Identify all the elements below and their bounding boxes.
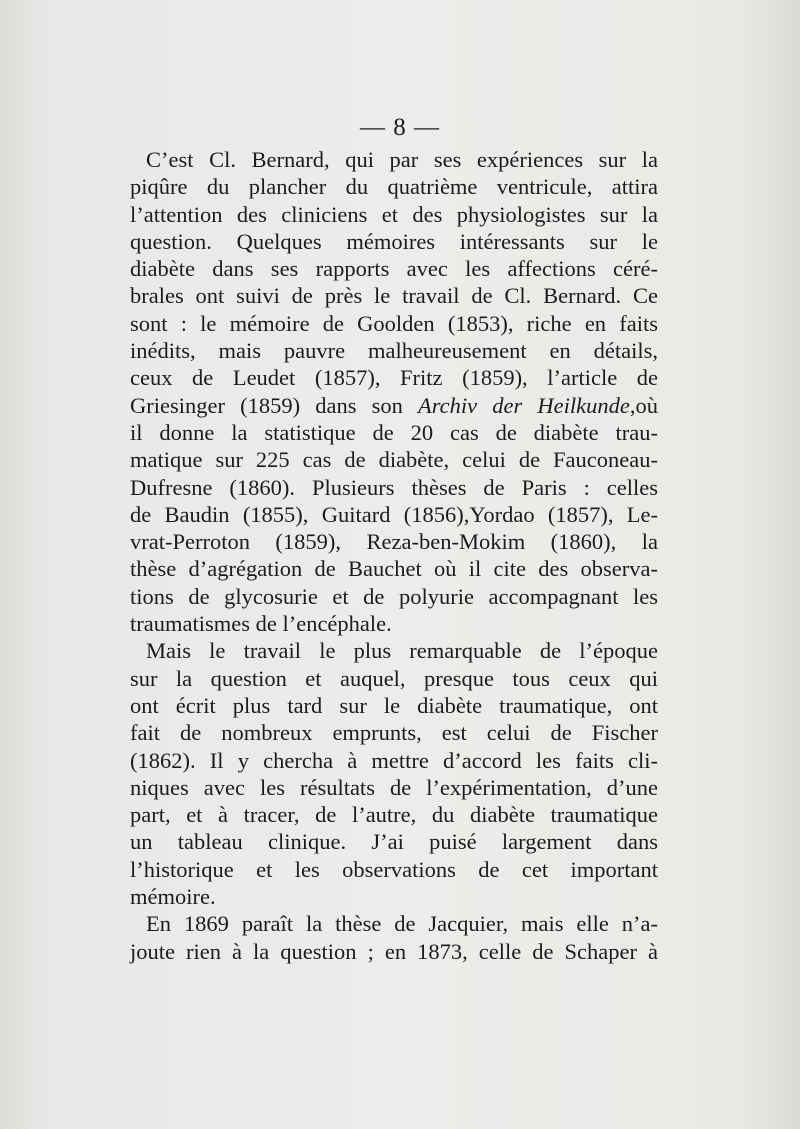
paragraph (130, 637, 658, 910)
text-line: piqûre du plancher du quatrième ventricule, attira (130, 174, 658, 200)
text-line: Dufresne (1860). Plusieurs thèses de Paris : celles (130, 474, 658, 500)
paragraph (130, 146, 658, 637)
text-line: En 1869 paraît la thèse de Jacquier, mais elle n’a- (146, 911, 658, 937)
body-text (130, 146, 658, 965)
text-line: ont écrit plus tard sur le diabète traumatique, ont (130, 692, 658, 718)
text-line: sont : le mémoire de Goolden (1853), riche en faits (130, 310, 658, 336)
text-line: inédits, mais pauvre malheureusement en détails, (130, 338, 658, 364)
text-line: C’est Cl. Bernard, qui par ses expériences sur la (146, 147, 658, 172)
text-line: Mais le travail le plus remarquable de l’époque (146, 638, 658, 664)
paragraph (130, 910, 658, 965)
text-line: thèse d’agrégation de Bauchet où il cite des observa- (130, 556, 658, 582)
journal-title: Archiv der Heilkunde (418, 392, 630, 418)
text-line: tions de glycosurie et de polyurie accompagnant les (130, 583, 658, 609)
text-run: ,où (629, 392, 659, 418)
text-line: l’historique et les observations de cet important (130, 856, 658, 882)
text-line: mémoire. (130, 884, 216, 910)
text-line: brales ont suivi de près le travail de Cl. Bernard. Ce (130, 283, 658, 309)
text-line: matique sur 225 cas de diabète, celui de Fauconeau- (130, 447, 658, 473)
text-line: fait de nombreux emprunts, est celui de Fischer (130, 720, 658, 746)
text-line: part, et à tracer, de l’autre, du diabète traumatique (130, 802, 658, 828)
text-line: de Baudin (1855), Guitard (1856),Yordao (1857), Le- (130, 501, 658, 527)
text-line: niques avec les résultats de l’expérimentation, d’une (130, 774, 658, 800)
text-line: l’attention des cliniciens et des physiologistes sur la (130, 201, 658, 227)
page-number: — 8 — (360, 114, 440, 141)
text-line (130, 392, 658, 419)
text-line: ceux de Leudet (1857), Fritz (1859), l’article de (130, 365, 658, 391)
text-run: Griesinger (1859) dans son (130, 392, 419, 418)
text-line: sur la question et auquel, presque tous ceux qui (130, 665, 658, 691)
text-line: il donne la statistique de 20 cas de diabète trau- (130, 419, 658, 445)
text-line: joute rien à la question ; en 1873, celle de Schaper à (130, 938, 658, 964)
text-line: un tableau clinique. J’ai puisé largement dans (130, 829, 658, 855)
text-line: question. Quelques mémoires intéressants sur le (130, 228, 658, 254)
text-line: vrat-Perroton (1859), Reza-ben-Mokim (1860), la (130, 529, 658, 555)
text-line: diabète dans ses rapports avec les affections céré- (130, 256, 658, 282)
text-line: traumatismes de l’encéphale. (130, 611, 392, 637)
text-line: (1862). Il y chercha à mettre d’accord les faits cli- (130, 747, 658, 773)
